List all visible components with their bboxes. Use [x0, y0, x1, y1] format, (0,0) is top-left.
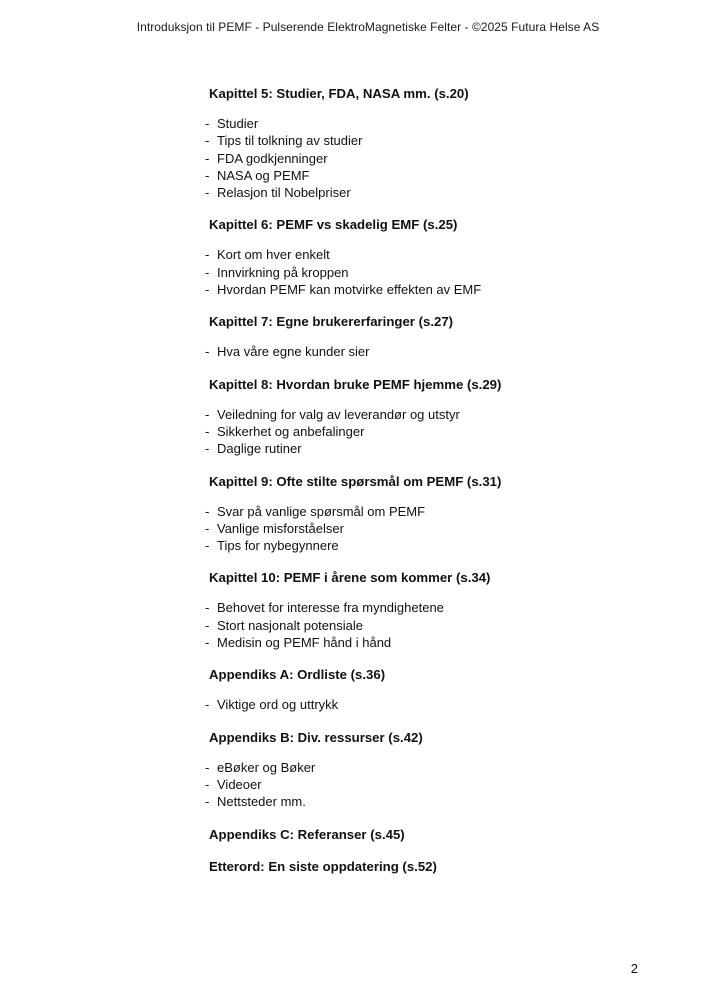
- list-item: [205, 184, 665, 201]
- list-item-text: Studier: [217, 116, 259, 131]
- chapter-title: Kapittel 6: PEMF vs skadelig EMF (s.25): [209, 217, 458, 233]
- list-item-text: FDA godkjenninger: [217, 150, 328, 166]
- list-item: [205, 759, 665, 776]
- list-item: [205, 696, 665, 713]
- chapter-title: Appendiks C: Referanser (s.45): [209, 826, 405, 842]
- toc-chapter: [205, 84, 665, 201]
- toc-chapter: [205, 375, 665, 458]
- list-item: [205, 634, 665, 651]
- dash-bullet-icon: -: [205, 185, 210, 201]
- dash-bullet-icon: -: [205, 282, 210, 298]
- list-item-text: Sikkerhet og anbefalinger: [217, 423, 365, 439]
- chapter-title: Kapittel 9: Ofte stilte spørsmål om PEMF (s.31): [209, 473, 502, 489]
- list-item-text: Nettsteder mm.: [217, 794, 306, 810]
- dash-bullet-icon: -: [205, 600, 210, 616]
- list-item-text: Kort om hver enkelt: [217, 247, 330, 263]
- dash-bullet-icon: -: [205, 520, 210, 536]
- toc-chapter: [205, 728, 665, 811]
- list-item: [205, 520, 665, 537]
- list-item-text: Svar på vanlige spørsmål om PEMF: [217, 503, 426, 519]
- list-item-text: Behovet for interesse fra myndighetene: [217, 600, 444, 616]
- list-item: [205, 537, 665, 554]
- dash-bullet-icon: -: [205, 794, 210, 810]
- chapter-title: Appendiks B: Div. ressurser (s.42): [209, 729, 423, 745]
- list-item: [205, 793, 665, 810]
- list-item: [205, 281, 665, 298]
- dash-bullet-icon: -: [205, 441, 210, 457]
- dash-bullet-icon: -: [205, 264, 210, 280]
- list-item: [205, 167, 665, 184]
- dash-bullet-icon: -: [205, 344, 210, 360]
- dash-bullet-icon: -: [205, 503, 210, 519]
- list-item: [205, 776, 665, 793]
- list-item-text: Relasjon til Nobelpriser: [217, 185, 351, 201]
- list-item-text: eBøker og Bøker: [217, 759, 316, 775]
- toc-chapter: [205, 857, 665, 877]
- chapter-title: Kapittel 5: Studier, FDA, NASA mm. (s.20): [209, 86, 469, 101]
- list-item-text: Tips til tolkning av studier: [217, 133, 363, 149]
- dash-bullet-icon: -: [205, 247, 210, 263]
- dash-bullet-icon: -: [205, 423, 210, 439]
- dash-bullet-icon: -: [205, 150, 210, 166]
- toc-chapter: [205, 472, 665, 555]
- chapter-item-list: [205, 115, 665, 201]
- dash-bullet-icon: -: [205, 116, 210, 131]
- list-item: [205, 343, 665, 360]
- list-item-text: Videoer: [217, 776, 262, 792]
- list-item: [205, 246, 665, 263]
- dash-bullet-icon: -: [205, 697, 210, 713]
- chapter-title: Kapittel 10: PEMF i årene som kommer (s.34): [209, 570, 491, 586]
- list-item-text: Innvirkning på kroppen: [217, 264, 349, 280]
- list-item: [205, 599, 665, 616]
- list-item-text: NASA og PEMF: [217, 167, 310, 183]
- list-item: [205, 406, 665, 423]
- list-item: [205, 617, 665, 634]
- list-item-text: Hvordan PEMF kan motvirke effekten av EMF: [217, 282, 482, 298]
- dash-bullet-icon: -: [205, 538, 210, 554]
- chapter-item-list: [205, 759, 665, 811]
- page-header: [0, 20, 702, 34]
- list-item-text: Viktige ord og uttrykk: [217, 697, 339, 713]
- chapter-item-list: [205, 406, 665, 458]
- chapter-item-list: [205, 503, 665, 555]
- list-item-text: Veiledning for valg av leverandør og utstyr: [217, 406, 460, 422]
- list-item-text: Stort nasjonalt potensiale: [217, 617, 363, 633]
- chapter-title: Kapittel 8: Hvordan bruke PEMF hjemme (s.29): [209, 376, 502, 392]
- dash-bullet-icon: -: [205, 759, 210, 775]
- chapter-item-list: [205, 599, 665, 651]
- dash-bullet-icon: -: [205, 406, 210, 422]
- page-number: 2: [630, 961, 638, 976]
- dash-bullet-icon: -: [205, 776, 210, 792]
- toc-chapter: [205, 665, 665, 713]
- chapter-item-list: [205, 696, 665, 713]
- list-item: [205, 132, 665, 149]
- toc-chapter: [205, 825, 665, 845]
- toc-chapter: [205, 312, 665, 360]
- toc-chapter: [205, 215, 665, 298]
- header-text: Introduksjon til PEMF - Pulserende ElektroMagnetiske Felter - ©2025 Futura Helse AS: [136, 20, 600, 34]
- list-item: [205, 115, 665, 132]
- chapter-title: Kapittel 7: Egne brukererfaringer (s.27): [209, 314, 454, 330]
- dash-bullet-icon: -: [205, 635, 210, 651]
- dash-bullet-icon: -: [205, 133, 210, 149]
- list-item: [205, 264, 665, 281]
- chapter-title: Appendiks A: Ordliste (s.36): [209, 667, 386, 683]
- list-item: [205, 423, 665, 440]
- list-item-text: Hva våre egne kunder sier: [217, 344, 370, 360]
- table-of-contents: [205, 84, 665, 889]
- list-item-text: Medisin og PEMF hånd i hånd: [217, 635, 392, 651]
- chapter-item-list: [205, 343, 665, 360]
- list-item-text: Vanlige misforståelser: [217, 520, 344, 536]
- list-item-text: Tips for nybegynnere: [217, 538, 339, 554]
- toc-chapter: [205, 568, 665, 651]
- list-item: [205, 150, 665, 167]
- list-item: [205, 440, 665, 457]
- dash-bullet-icon: -: [205, 617, 210, 633]
- list-item: [205, 503, 665, 520]
- chapter-title: Etterord: En siste oppdatering (s.52): [209, 858, 437, 874]
- chapter-item-list: [205, 246, 665, 298]
- list-item-text: Daglige rutiner: [217, 441, 302, 457]
- dash-bullet-icon: -: [205, 167, 210, 183]
